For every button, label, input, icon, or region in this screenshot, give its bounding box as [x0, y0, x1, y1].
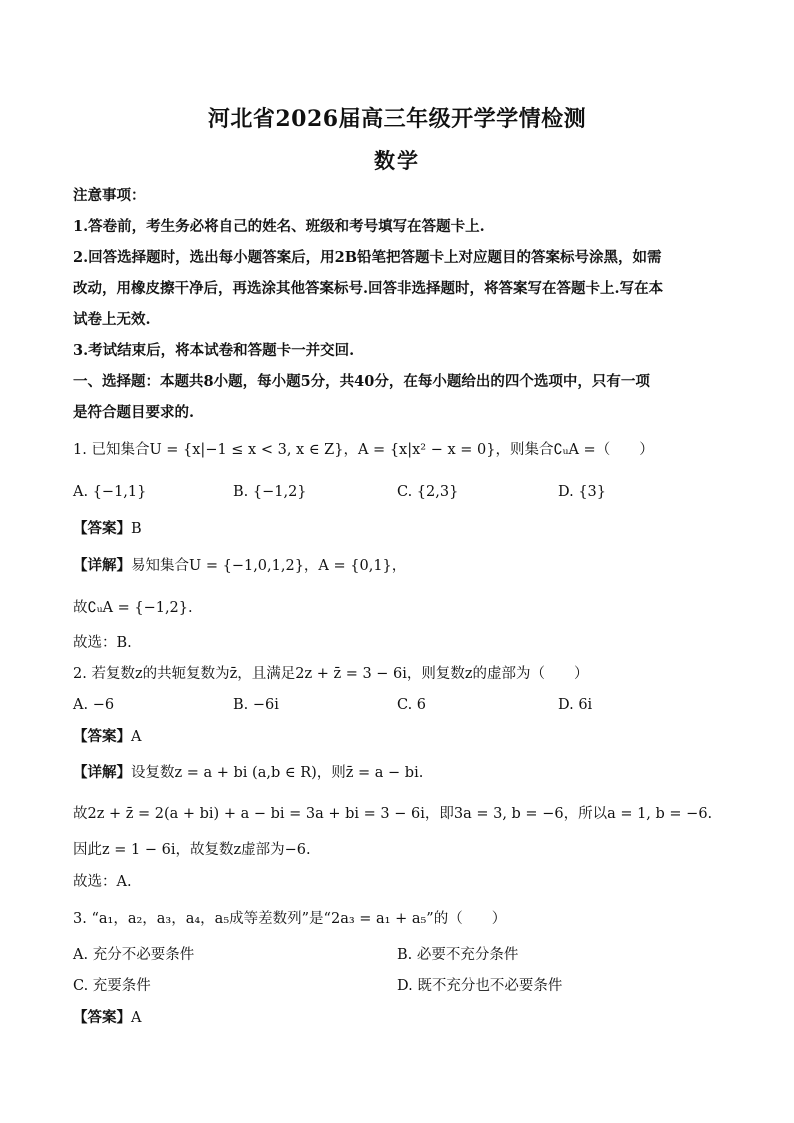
answer-value: A [131, 1010, 142, 1026]
section-1-heading-line-2: 是符合题目要求的. [73, 404, 195, 421]
detail-label: 【详解】 [73, 557, 131, 574]
question-2-detail-line-1 [73, 763, 733, 783]
question-2-option-c: C. 6 [397, 697, 427, 713]
question-1-option-b: B. {−1,2} [233, 484, 307, 500]
question-2-conclusion: 故选：A. [73, 874, 132, 890]
question-1-option-d: D. {3} [558, 484, 607, 500]
notes-item-2-line-1: 2.回答选择题时，选出每小题答案后，用2B铅笔把答题卡上对应题目的答案标号涂黑，如需 [73, 249, 662, 266]
question-3-stem: 3. “a₁，a₂，a₃，a₄，a₅成等差数列”是“2a₃ = a₁ + a₅”的（ ） [73, 911, 507, 927]
answer-value: B [131, 521, 142, 537]
exam-title: 河北省2026届高三年级开学学情检测 [207, 106, 587, 132]
question-2-stem: 2. 若复数z的共轭复数为z̄，且满足2z + z̄ = 3 − 6i，则复数z的虚部为（ ） [73, 666, 589, 682]
answer-label: 【答案】 [73, 728, 131, 745]
answer-value: A [131, 729, 142, 745]
section-1-heading-line-1: 一、选择题：本题共8小题，每小题5分，共40分，在每小题给出的四个选项中，只有一项 [73, 373, 650, 390]
exam-subject: 数学 [374, 148, 420, 173]
question-2-answer [73, 727, 733, 747]
question-2-option-a: A. −6 [73, 697, 115, 713]
question-3-answer [73, 1008, 733, 1028]
question-2-detail-line-3: 因此z = 1 − 6i，故复数z虚部为−6. [73, 842, 311, 858]
detail-text: 易知集合U = {−1,0,1,2}，A = {0,1}， [131, 558, 407, 574]
answer-label: 【答案】 [73, 520, 131, 537]
question-1-conclusion: 故选：B. [73, 635, 132, 651]
question-3-option-a: A. 充分不必要条件 [73, 947, 195, 963]
question-1-option-c: C. {2,3} [397, 484, 459, 500]
notes-item-3: 3.考试结束后，将本试卷和答题卡一并交回. [73, 342, 355, 359]
question-3-option-c: C. 充要条件 [73, 978, 151, 994]
question-2-option-d: D. 6i [558, 697, 593, 713]
question-1-detail-line-1 [73, 556, 733, 576]
question-1-detail-line-2: 故∁ᵤA = {−1,2}. [73, 600, 193, 616]
answer-label: 【答案】 [73, 1009, 131, 1026]
question-3-option-b: B. 必要不充分条件 [397, 947, 519, 963]
question-1-option-a: A. {−1,1} [73, 484, 147, 500]
question-1-stem: 1. 已知集合U = {x|−1 ≤ x < 3, x ∈ Z}，A = {x|x² − x = 0}，则集合∁ᵤA =（ ） [73, 442, 654, 458]
detail-text: 设复数z = a + bi (a,b ∈ R)，则z̄ = a − bi. [131, 765, 424, 781]
question-2-detail-line-2: 故2z + z̄ = 2(a + bi) + a − bi = 3a + bi = 3 − 6i，即3a = 3, b = −6，所以a = 1, b = −6. [73, 806, 713, 822]
notes-item-2-line-2: 改动，用橡皮擦干净后，再选涂其他答案标号.回答非选择题时，将答案写在答题卡上.写在本 [73, 280, 664, 297]
notes-item-2-line-3: 试卷上无效. [73, 311, 151, 328]
question-2-option-b: B. −6i [233, 697, 279, 713]
question-3-option-d: D. 既不充分也不必要条件 [397, 978, 563, 994]
notes-heading: 注意事项： [73, 187, 146, 204]
notes-item-1: 1.答卷前，考生务必将自己的姓名、班级和考号填写在答题卡上. [73, 218, 485, 235]
question-1-answer [73, 519, 733, 539]
detail-label: 【详解】 [73, 764, 131, 781]
